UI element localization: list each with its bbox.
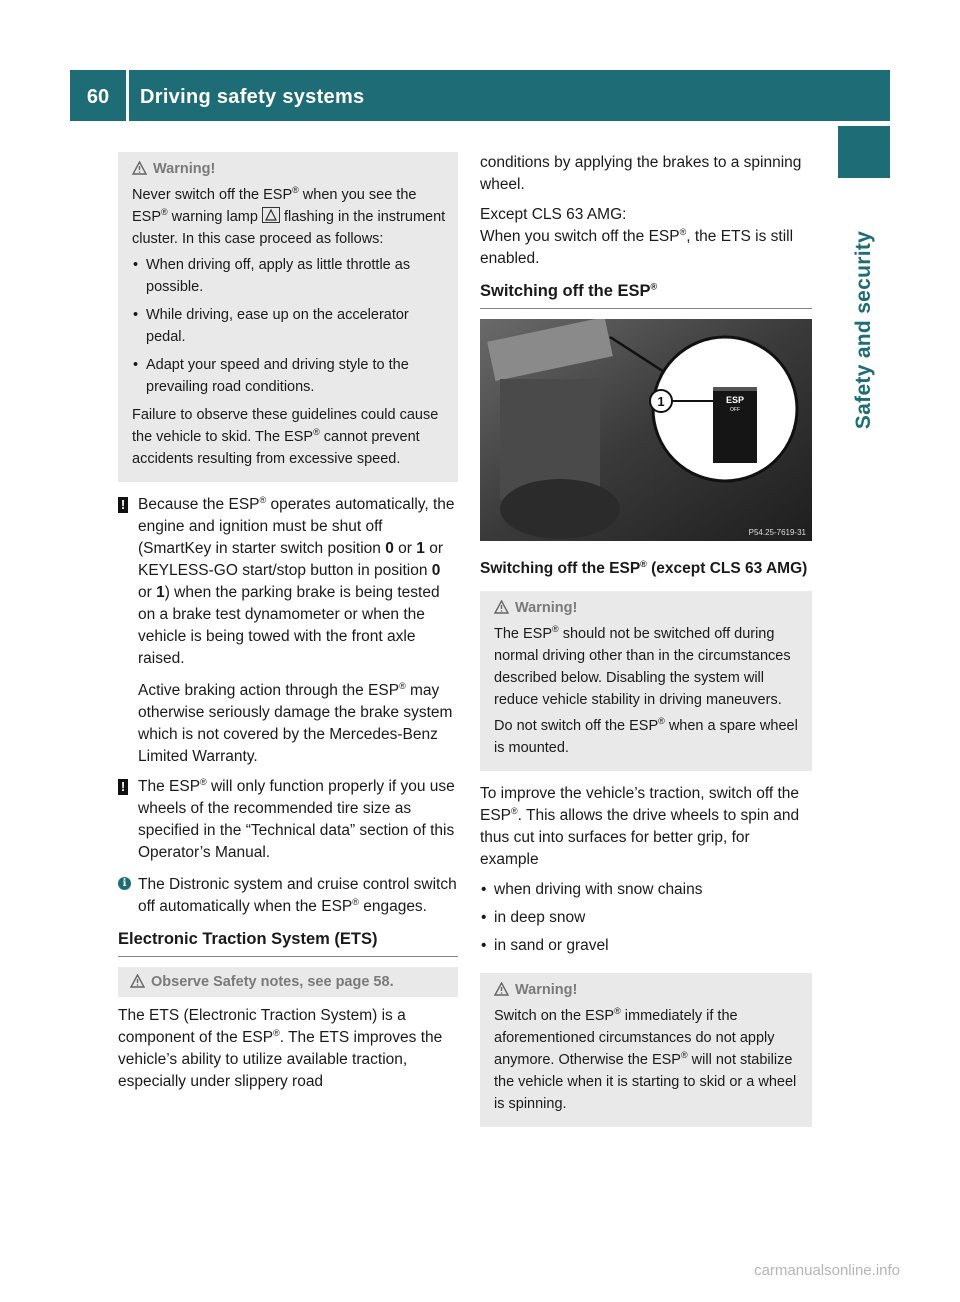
warning-box bbox=[480, 973, 812, 1127]
esp-button-photo bbox=[480, 319, 812, 541]
page-number: 60 bbox=[86, 86, 110, 108]
heading-switching-off: Switching off the ESP® bbox=[480, 280, 812, 309]
side-tab bbox=[838, 126, 890, 178]
warning-text: Failure to observe these guidelines could cause the vehicle to skid. The ESP® cannot prevent accidents resulting from excessive speed. bbox=[132, 407, 439, 467]
right-column bbox=[480, 152, 812, 1139]
notice-icon: ! bbox=[118, 779, 128, 795]
notice-paragraph: ! Because the ESP® operates automatically, the engine and ignition must be shut off (SmartKey in starter switch position 0 or 1 or KEYLESS-GO start/stop button in position 0 or 1) when the parking brake is being tested on a brake test dynamometer or when the vehicle is being towed with the front axle raised. bbox=[118, 494, 458, 670]
notice-icon: ! bbox=[118, 497, 128, 513]
warning-triangle-icon bbox=[494, 982, 509, 996]
warning-triangle-icon bbox=[494, 600, 509, 614]
header-separator bbox=[126, 70, 129, 121]
watermark: carmanualsonline.info bbox=[754, 1262, 900, 1279]
callout-1: 1 bbox=[657, 394, 665, 409]
list-item: • in sand or gravel bbox=[480, 935, 812, 957]
warning-text: Do not switch off the ESP® when a spare wheel is mounted. bbox=[494, 716, 798, 756]
esp-button-label: ESP bbox=[725, 395, 745, 405]
warning-triangle-icon bbox=[132, 161, 147, 175]
info-icon: i bbox=[118, 877, 131, 890]
warning-title: Warning! bbox=[494, 979, 800, 1001]
list-item: • While driving, ease up on the accelerator pedal. bbox=[132, 304, 446, 348]
list-item: • When driving off, apply as little throttle as possible. bbox=[132, 254, 446, 298]
continued-text: conditions by applying the brakes to a spinning wheel. bbox=[480, 154, 802, 193]
traction-text: To improve the vehicle’s traction, switch off the ESP®. This allows the drive wheels to spin and thus cut into surfaces for better grip, for example bbox=[480, 785, 800, 868]
warning-text: Never switch off the ESP® when you see the ESP® warning lamp flashing in the instrument cluster. In this case proceed as follows: bbox=[132, 185, 446, 247]
notice-paragraph: ! The ESP® will only function properly if you use wheels of the recommended tire size as specified in the “Technical data” section of this Operator’s Manual. bbox=[118, 776, 458, 864]
safety-notes-box: Observe Safety notes, see page 58. bbox=[118, 967, 458, 997]
left-column bbox=[118, 152, 458, 1101]
warning-triangle-icon bbox=[130, 974, 145, 988]
warning-text: The ESP® should not be switched off during normal driving other than in the circumstances described below. Disabling the system will reduce vehicle stability in driving maneuvers. bbox=[494, 624, 791, 708]
esp-button-sublabel: OFF bbox=[730, 407, 740, 413]
heading-switching-off-except: Switching off the ESP® (except CLS 63 AMG) bbox=[480, 558, 808, 577]
warning-box bbox=[118, 152, 458, 482]
ets-text: The ETS (Electronic Traction System) is a component of the ESP®. The ETS improves the vehicle’s ability to utilize available traction, especially under slippery road bbox=[118, 1007, 443, 1090]
warning-box bbox=[480, 591, 812, 771]
list-item: • Adapt your speed and driving style to the prevailing road conditions. bbox=[132, 354, 446, 398]
list-item: • in deep snow bbox=[480, 907, 812, 929]
section-title: Driving safety systems bbox=[140, 86, 365, 108]
warning-title: Warning! bbox=[132, 158, 446, 180]
heading-ets: Electronic Traction System (ETS) bbox=[118, 928, 458, 957]
warning-text: Switch on the ESP® immediately if the aforementioned circumstances do not apply anymore. Otherwise the ESP® will not stabilize the vehicle when it is starting to skid or a wheel is spinning. bbox=[494, 1006, 797, 1112]
image-code: P54.25-7619-31 bbox=[748, 528, 806, 537]
notice-continuation: Active braking action through the ESP® may otherwise seriously damage the brake system which is not covered by the Mercedes-Benz Limited Warranty. bbox=[138, 680, 453, 765]
warning-title: Warning! bbox=[494, 597, 800, 619]
list-item: • when driving with snow chains bbox=[480, 879, 812, 901]
skid-warning-lamp-icon bbox=[262, 207, 280, 223]
chapter-label: Safety and security bbox=[852, 230, 875, 430]
info-paragraph: i The Distronic system and cruise control switch off automatically when the ESP® engages. bbox=[118, 874, 458, 918]
except-text: Except CLS 63 AMG: When you switch off the ESP®, the ETS is still enabled. bbox=[480, 206, 794, 267]
